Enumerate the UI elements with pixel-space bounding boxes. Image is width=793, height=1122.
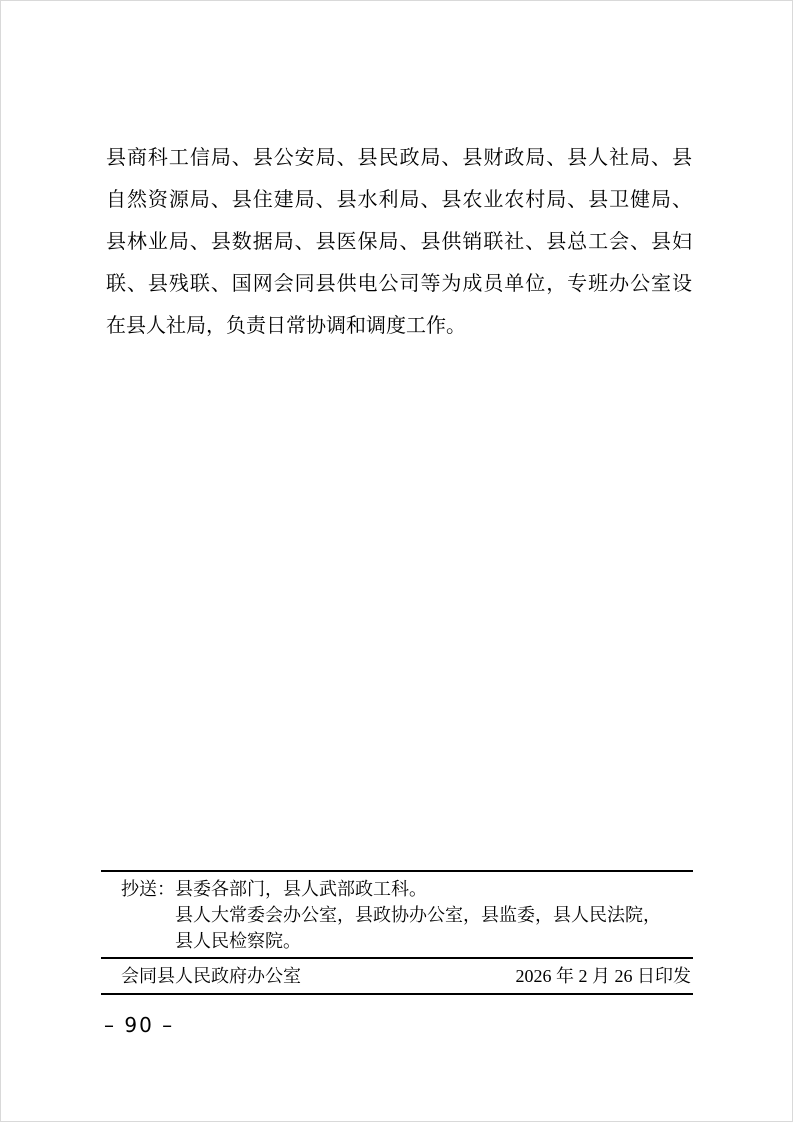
issue-row <box>101 959 693 993</box>
body-line: 县商科工信局、县公安局、县民政局、县财政局、县人社局、县 <box>106 147 692 169</box>
copy-to-block <box>101 872 693 957</box>
body-line: 县林业局、县数据局、县医保局、县供销联社、县总工会、县妇 <box>106 231 692 253</box>
body-paragraph <box>106 137 692 347</box>
body-line: 自然资源局、县住建局、县水利局、县农业农村局、县卫健局、 <box>106 189 692 211</box>
footer-box <box>101 870 693 995</box>
body-line: 联、县残联、国网会同县供电公司等为成员单位，专班办公室设 <box>106 273 692 295</box>
copy-to-line: 县人大常委会办公室，县政协办公室，县监委，县人民法院， <box>175 905 661 925</box>
issuing-office: 会同县人民政府办公室 <box>121 966 301 986</box>
copy-to-line: 抄送：县委各部门，县人武部政工科。 <box>121 879 427 899</box>
body-line: 在县人社局，负责日常协调和调度工作。 <box>106 315 466 337</box>
copy-to-line: 县人民检察院。 <box>175 931 301 951</box>
page-number: – 90 – <box>104 1013 175 1037</box>
print-date: 2026 年 2 月 26 日印发 <box>515 966 691 986</box>
